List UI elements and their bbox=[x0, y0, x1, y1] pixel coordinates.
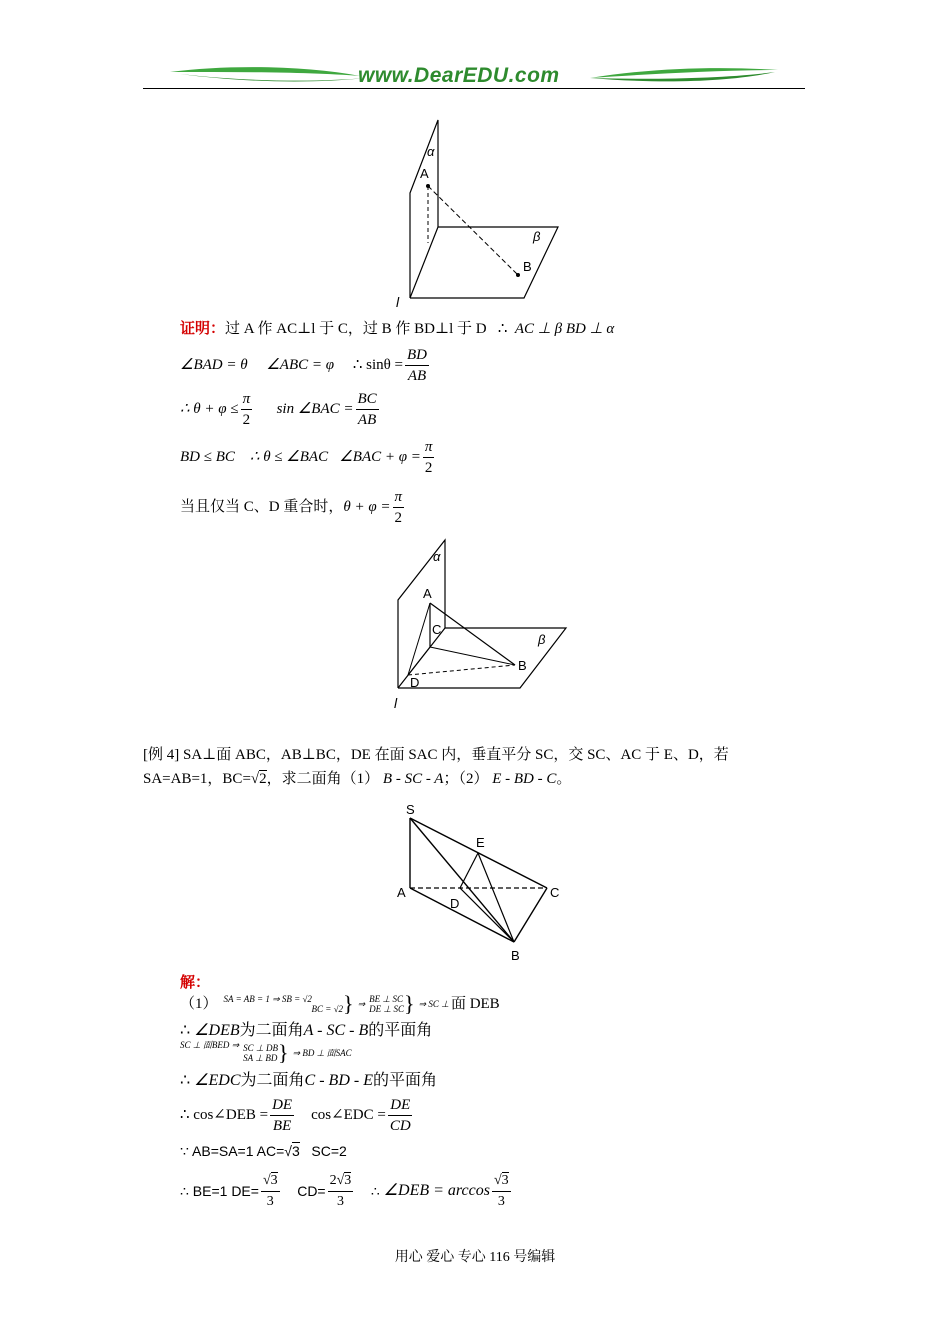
label-S: S bbox=[406, 802, 415, 817]
fraction-BC-AB: $\frac{BC}{AB}$ bbox=[357, 390, 377, 428]
label-D: D bbox=[410, 675, 420, 690]
fraction-sqrt3-3: $\frac{√3}{3}$ bbox=[262, 1172, 278, 1209]
solution-step-1: （1） SA = AB = 1 ⇒ SB = √2 BC = √2 } ⇒ BE ⊥ SC DE ⊥ SC } ⇒ SC ⊥ 面 DEB bbox=[180, 991, 500, 1016]
label-A: A bbox=[420, 166, 429, 181]
example-4-line-1: [例 4] SA⊥面 ABC，AB⊥BC，DE 在面 SAC 内，垂直平分 SC，交 SC、AC 于 E、D，若 bbox=[143, 747, 729, 763]
solution-step-4: ∴ ∠EDC为二面角C - BD - E的平面角 bbox=[180, 1072, 437, 1089]
label-l: l bbox=[396, 294, 400, 310]
fraction-DE-BE: $\frac{DE}{BE}$ bbox=[272, 1096, 293, 1134]
solution-step-6: ∵ AB=SA=1 AC=√3 SC=2 bbox=[180, 1143, 347, 1159]
label-B: B bbox=[523, 259, 532, 274]
proof-line-1: 证明：过 A 作 AC⊥l 于 C，过 B 作 BD⊥l 于 D ∴ AC ⊥ β BD ⊥ α bbox=[180, 321, 615, 337]
fraction-pi-2: $\frac{\pi}{2}$ bbox=[394, 488, 403, 526]
label-l: l bbox=[394, 695, 398, 711]
fraction-pi-2: $\frac{\pi}{2}$ bbox=[424, 438, 433, 476]
label-A: A bbox=[423, 586, 432, 601]
label-A: A bbox=[397, 885, 406, 900]
proof-label: 证明： bbox=[180, 321, 226, 337]
header-logo-text: www.DearEDU.com bbox=[358, 64, 560, 87]
label-D: D bbox=[450, 896, 460, 911]
label-E: E bbox=[476, 835, 485, 850]
solution-step-5: ∴ cos∠DEB = $\frac{DE}{BE}$ cos∠EDC = $\frac{DE}{CD}$ bbox=[180, 1096, 411, 1134]
solution-step-3: SC ⊥ 面BED ⇒ SC ⊥ DB SA ⊥ BD } ⇒ BD ⊥ 面SAC bbox=[180, 1040, 352, 1065]
proof-line-2: ∠BAD = θ ∠ABC = φ ∴ sinθ = $\frac{BD}{AB}$ bbox=[180, 346, 428, 384]
label-C: C bbox=[550, 885, 560, 900]
label-B: B bbox=[518, 658, 527, 673]
label-beta: β bbox=[533, 229, 541, 244]
example-4-line-2: SA=AB=1，BC=√2，求二面角（1） B - SC - A；（2） E - BD - C。 bbox=[143, 771, 572, 787]
sqrt-2: √2 bbox=[250, 771, 267, 787]
proof-line-4: BD ≤ BC ∴ θ ≤ ∠BAC ∠BAC + φ = $\frac{\pi}{2}$ bbox=[180, 438, 433, 476]
fraction-DE-CD: $\frac{DE}{CD}$ bbox=[389, 1096, 411, 1134]
figure-3-tetrahedron bbox=[390, 800, 570, 968]
proof-line-3: ∴ θ + φ ≤ $\frac{\pi}{2}$ sin ∠BAC = $\frac{BC}{AB}$ bbox=[180, 390, 377, 428]
figure-2-dihedral bbox=[390, 535, 575, 715]
fraction-BD-AB: $\frac{BD}{AB}$ bbox=[407, 346, 428, 384]
fraction-pi-2: $\frac{\pi}{2}$ bbox=[242, 390, 251, 428]
label-alpha: α bbox=[427, 144, 435, 159]
fraction-2sqrt3-3: $\frac{2√3}{3}$ bbox=[329, 1172, 352, 1209]
solution-label: 解： bbox=[180, 975, 211, 991]
solution-step-7: ∴ BE=1 DE= $\frac{√3}{3}$ CD= $\frac{2√3}{3}$ ∴ ∠DEB = arccos $\frac{√3}{3}$ bbox=[180, 1166, 513, 1216]
sqrt-3: √3 bbox=[284, 1143, 300, 1159]
header-divider bbox=[143, 88, 805, 89]
page-footer: 用心 爱心 专心 116 号编辑 bbox=[394, 1250, 556, 1265]
label-beta: β bbox=[538, 632, 546, 647]
label-B: B bbox=[511, 948, 520, 963]
label-C: C bbox=[432, 622, 442, 637]
solution-step-2: ∴ ∠DEB为二面角A - SC - B的平面角 bbox=[180, 1022, 433, 1039]
proof-line-5: 当且仅当 C、D 重合时， θ + φ = $\frac{\pi}{2}$ bbox=[180, 488, 403, 526]
figure-1-dihedral bbox=[390, 115, 565, 310]
fraction-sqrt3-3: $\frac{√3}{3}$ bbox=[493, 1172, 509, 1209]
label-alpha: α bbox=[433, 549, 441, 564]
